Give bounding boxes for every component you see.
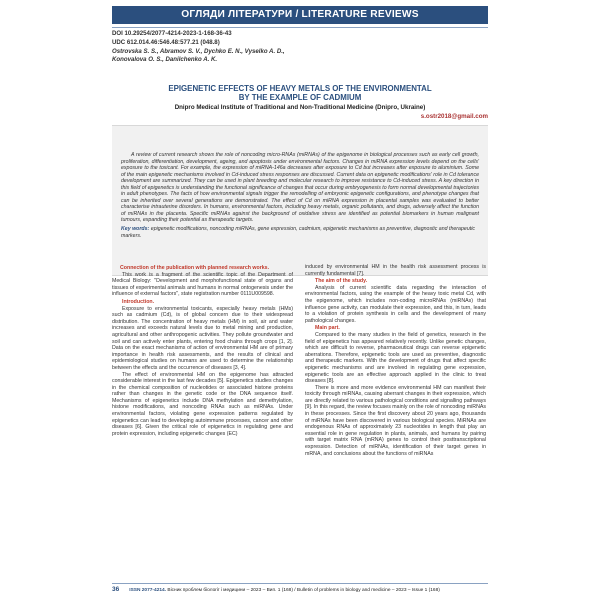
page-footer [112,586,488,594]
aim-paragraph: Analysis of current scientific data regarding the interaction of environmental factors, using the example of the heavy toxic metal Cd, with the epigenome, which includes non-coding microRNAs (miRNAs) that influence gene activity, can modulate their expression, and this, in turn, leads to a violation of protein synthesis in cells and the development of many pathological changes. [305,284,486,324]
email-link[interactable]: s.ostr2018@gmail.com [420,113,488,120]
authors-line-1: Ostrovska S. S., Abramov S. V., Dychko E. N., Vyselko A. D., [112,47,285,55]
keywords [121,226,479,239]
main-part-heading: Main part. [315,325,340,332]
udc: UDC 612.014.46:546.48:577.21 (048.8) [112,38,220,46]
authors-line-2: Konovalova O. S., Danilchenko A. K. [112,56,218,64]
article-meta [112,30,488,65]
footer-journal: Вісник проблем біології і медицини – 2023 – Вип. 1 (168) / Bulletin of problems in biology and medicine – 2023 – Issue 1 (168) [166,588,440,593]
continued-paragraph: induced by environmental HM in the health risk assessment process is currently fundamental [7]. [305,264,486,277]
left-column [112,264,293,437]
connection-paragraph: This work is a fragment of the scientific topic of the Department of Medical Biology: "Development and morphofunctional state of organs and tissues of experimental animals and humans in normal ontogenesis under the influence of external factors", state registration number 0111U009598. [112,271,293,298]
title-line-2: BY THE EXAMPLE OF CADMIUM [238,93,362,103]
section-header [112,6,488,24]
footer-divider [112,583,488,584]
title-line-1: EPIGENETIC EFFECTS OF HEAVY METALS OF THE ENVIRONMENTAL [168,84,432,93]
footer-issn: ISSN 2077-4214. [129,588,167,593]
keywords-text: epigenetic modifications, noncoding miRNAs, gene expression, cadmium, epigenetic mechanisms as preventive, diagnostic and therapeutic markers. [121,226,475,239]
article-title [112,84,488,103]
keywords-label: Key words: [121,226,150,233]
doi[interactable]: DOI 10.29254/2077-4214-2023-1-168-36-43 [112,30,232,37]
intro-paragraph-2: The effect of environmental HM on the epigenome has attracted considerable interest in the last few decades [5]. Epigenetics studies changes in the chemical composition of nucleotides or associated histone proteins rather than changes in the genetic code or the DNA sequence itself. Mechanisms of epigenetics include DNA methylation and demethylation, histone modifications, and noncoding RNAs such as miRNAs. Under environmental factors, violating gene expression patterns regulated by epigenetics can lead to developing autoimmune processes, cancer and other diseases [6]. Given the critical role of epigenetics in regulating gene and protein expression, including epigenetic changes (EC) [112,371,293,437]
page-number: 36 [112,586,120,593]
abstract-text: A review of current research shows the role of noncoding micro-RNAs (miRNAs) of the epigenome in biological processes such as early cell growth, proliferation, differentiation, development, ageing, and apoptosis under environmental factors. Changes in miRNA expression levels depend on the cells' exposure to the toxicant. For example, the expression of miRNA-146a decreases after exposure to Cd but increases after exposure to aluminium. Some of the main epigenetic mechanisms involved in Cd-induced stress responses are discussed. Current data on epigenetic modifications' role in Cd tolerance development are summarized. They can be used in plant breeding and molecular research to improve resistance to Cd-induced stress. A key direction in this field of epigenetics is understanding the functional significance of changes that occur during embryogenesis to form normal developmental trajectories in adult phenotypes. The facts of how environmental signals trigger the remodelling of embryonic epigenetic configurations, and phenotype changes that can be inherited over several generations are demonstrated. The effect of Cd on miRNA expression in placental samples was evaluated to better characterise intrauterine disorders. In humans, environmental factors, including heavy metals, organic pollutants, and drugs, adversely affect the function of miRNAs in the placenta. Specific miRNAs against the background of oxidative stress are identified as potential biomarkers in human malignant tumours, expanding their potential as therapeutic targets. [121,152,479,224]
abstract-box [112,125,488,276]
header-divider [112,27,488,28]
right-column [305,264,486,457]
main-paragraph-2: There is more and more evidence environmental HM can manifest their toxicity through miRNAs, causing aberrant changes in their expression, which are directly related to various pathological conditions and signalling pathways [9]. In this regard, the review focuses mainly on the role of noncoding miRNAs in these processes. Since the first discovery about 20 years ago, thousands of miRNAs have been discovered in various biological species. MiRNAs are endogenous RNAs of approximately 23 nucleotides in length that play an essential role in gene regulation in plants, animals, and humans by pairing with target matrix RNA (mRNA) genes to control their posttranscriptional expression. Detection of miRNAs, identification of their target genes in mRNA, and conclusions about the functions of miRNAs [305,384,486,457]
aim-heading: The aim of the study. [315,278,368,285]
introduction-heading: Introduction. [122,298,155,305]
section-title: ОГЛЯДИ ЛІТЕРАТУРИ / LITERATURE REVIEWS [181,9,419,20]
main-paragraph-1: Compared to the many studies in the field of genetics, research in the field of epigenetics has appeared relatively recently. Unlike genetic changes, which are difficult to reverse, pharmaceutical drugs can reverse epigenetic aberrations. Therefore, epigenetic tools are used as preventive, diagnostic and therapeutic markers. With the development of drugs that affect specific epigenetic mechanisms and are involved in regulating gene expression, epigenetic tools are an effective approach applied in the clinic to treat diseases [8]. [305,331,486,385]
intro-paragraph-1: Exposure to environmental toxicants, especially heavy metals (HMs) such as cadmium (Cd), is of global concern due to their widespread distribution. The concentration of heavy metals (HM) in soil, air and water increases and exceeds natural levels due to metal mining and production, agricultural and other anthropogenic activities. They pollute groundwater and soil and can actively enter plants, entering food chains through crops [1, 2]. Data on the exact mechanisms of action of environmental HM are of primary importance in health risk assessments, and the results of clinical and epidemiological studies on humans are used to determine the relationship between the effects and the occurrence of diseases [3, 4]. [112,305,293,371]
connection-heading: Connection of the publication with planned research works. [120,265,270,271]
affiliation: Dnipro Medical Institute of Traditional and Non-Traditional Medicine (Dnipro, Ukraine) [174,104,426,111]
